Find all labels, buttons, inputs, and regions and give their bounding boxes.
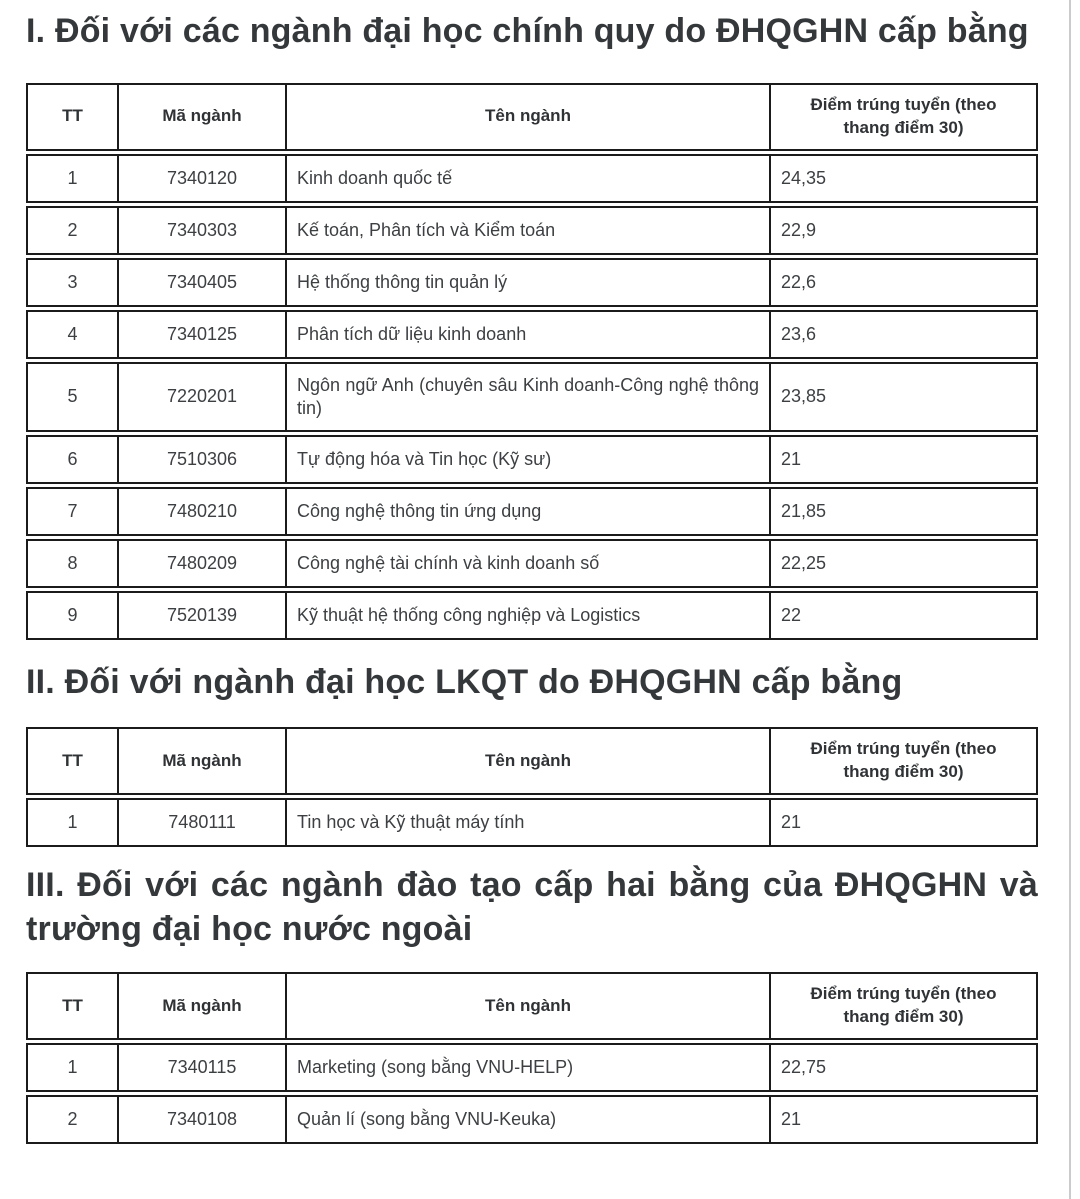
major-name-cell: Ngôn ngữ Anh (chuyên sâu Kinh doanh-Công nghệ thông tin) — [286, 362, 770, 432]
major-code-cell: 7480209 — [118, 539, 286, 588]
column-header-score: Điểm trúng tuyển (theo thang điểm 30) — [770, 727, 1038, 795]
major-code-cell: 7340303 — [118, 206, 286, 255]
table-header-row — [26, 83, 1038, 151]
row-index-cell: 2 — [26, 206, 118, 255]
score-cell: 23,6 — [770, 310, 1038, 359]
section-1 — [26, 10, 1038, 643]
admission-table-3 — [26, 969, 1038, 1147]
row-index-cell: 8 — [26, 539, 118, 588]
section-2 — [26, 661, 1038, 851]
major-code-cell: 7340108 — [118, 1095, 286, 1144]
table-row — [26, 206, 1038, 255]
section-2-heading: II. Đối với ngành đại học LKQT do ĐHQGHN cấp bằng — [26, 662, 903, 701]
major-name-cell: Công nghệ thông tin ứng dụng — [286, 487, 770, 536]
major-name-cell: Kỹ thuật hệ thống công nghiệp và Logistics — [286, 591, 770, 640]
major-code-cell: 7340125 — [118, 310, 286, 359]
score-cell: 22,9 — [770, 206, 1038, 255]
row-index-cell: 4 — [26, 310, 118, 359]
table-header-row — [26, 972, 1038, 1040]
column-header-tt: TT — [26, 727, 118, 795]
row-index-cell: 6 — [26, 435, 118, 484]
row-index-cell: 1 — [26, 1043, 118, 1092]
major-code-cell: 7340405 — [118, 258, 286, 307]
table-row — [26, 539, 1038, 588]
major-name-cell: Kinh doanh quốc tế — [286, 154, 770, 203]
major-code-cell: 7220201 — [118, 362, 286, 432]
page-right-edge-line — [1069, 0, 1071, 1199]
table-row — [26, 1043, 1038, 1092]
major-name-cell: Quản lí (song bằng VNU-Keuka) — [286, 1095, 770, 1144]
major-code-cell: 7480210 — [118, 487, 286, 536]
table-row — [26, 487, 1038, 536]
score-cell: 21,85 — [770, 487, 1038, 536]
column-header-major-name: Tên ngành — [286, 727, 770, 795]
score-cell: 23,85 — [770, 362, 1038, 432]
major-code-cell: 7480111 — [118, 798, 286, 847]
admission-table-2 — [26, 724, 1038, 850]
table-row — [26, 362, 1038, 432]
score-cell: 22,75 — [770, 1043, 1038, 1092]
column-header-tt: TT — [26, 972, 118, 1040]
major-name-cell: Tự động hóa và Tin học (Kỹ sư) — [286, 435, 770, 484]
score-cell: 22 — [770, 591, 1038, 640]
table-row — [26, 798, 1038, 847]
section-1-heading: I. Đối với các ngành đại học chính quy do ĐHQGHN cấp bằng — [26, 12, 1029, 50]
major-name-cell: Hệ thống thông tin quản lý — [286, 258, 770, 307]
table-row — [26, 591, 1038, 640]
row-index-cell: 7 — [26, 487, 118, 536]
column-header-major-code: Mã ngành — [118, 727, 286, 795]
row-index-cell: 9 — [26, 591, 118, 640]
table-row — [26, 154, 1038, 203]
column-header-score: Điểm trúng tuyển (theo thang điểm 30) — [770, 83, 1038, 151]
table-row — [26, 258, 1038, 307]
row-index-cell: 1 — [26, 154, 118, 203]
section-3-heading: III. Đối với các ngành đào tạo cấp hai bằng của ĐHQGHN và trường đại học nước ngoài — [26, 866, 1038, 948]
table-row — [26, 310, 1038, 359]
column-header-score: Điểm trúng tuyển (theo thang điểm 30) — [770, 972, 1038, 1040]
score-cell: 24,35 — [770, 154, 1038, 203]
score-cell: 21 — [770, 798, 1038, 847]
table-row — [26, 1095, 1038, 1144]
score-cell: 22,25 — [770, 539, 1038, 588]
row-index-cell: 5 — [26, 362, 118, 432]
score-cell: 22,6 — [770, 258, 1038, 307]
row-index-cell: 1 — [26, 798, 118, 847]
admission-table-1 — [26, 80, 1038, 643]
row-index-cell: 3 — [26, 258, 118, 307]
table-row — [26, 435, 1038, 484]
score-cell: 21 — [770, 1095, 1038, 1144]
table-header-row — [26, 727, 1038, 795]
major-name-cell: Kế toán, Phân tích và Kiểm toán — [286, 206, 770, 255]
score-cell: 21 — [770, 435, 1038, 484]
column-header-major-code: Mã ngành — [118, 83, 286, 151]
major-code-cell: 7340115 — [118, 1043, 286, 1092]
row-index-cell: 2 — [26, 1095, 118, 1144]
column-header-major-code: Mã ngành — [118, 972, 286, 1040]
major-name-cell: Tin học và Kỹ thuật máy tính — [286, 798, 770, 847]
major-name-cell: Phân tích dữ liệu kinh doanh — [286, 310, 770, 359]
section-3 — [26, 864, 1038, 1147]
major-code-cell: 7340120 — [118, 154, 286, 203]
column-header-tt: TT — [26, 83, 118, 151]
major-name-cell: Công nghệ tài chính và kinh doanh số — [286, 539, 770, 588]
column-header-major-name: Tên ngành — [286, 83, 770, 151]
major-name-cell: Marketing (song bằng VNU-HELP) — [286, 1043, 770, 1092]
major-code-cell: 7520139 — [118, 591, 286, 640]
major-code-cell: 7510306 — [118, 435, 286, 484]
column-header-major-name: Tên ngành — [286, 972, 770, 1040]
